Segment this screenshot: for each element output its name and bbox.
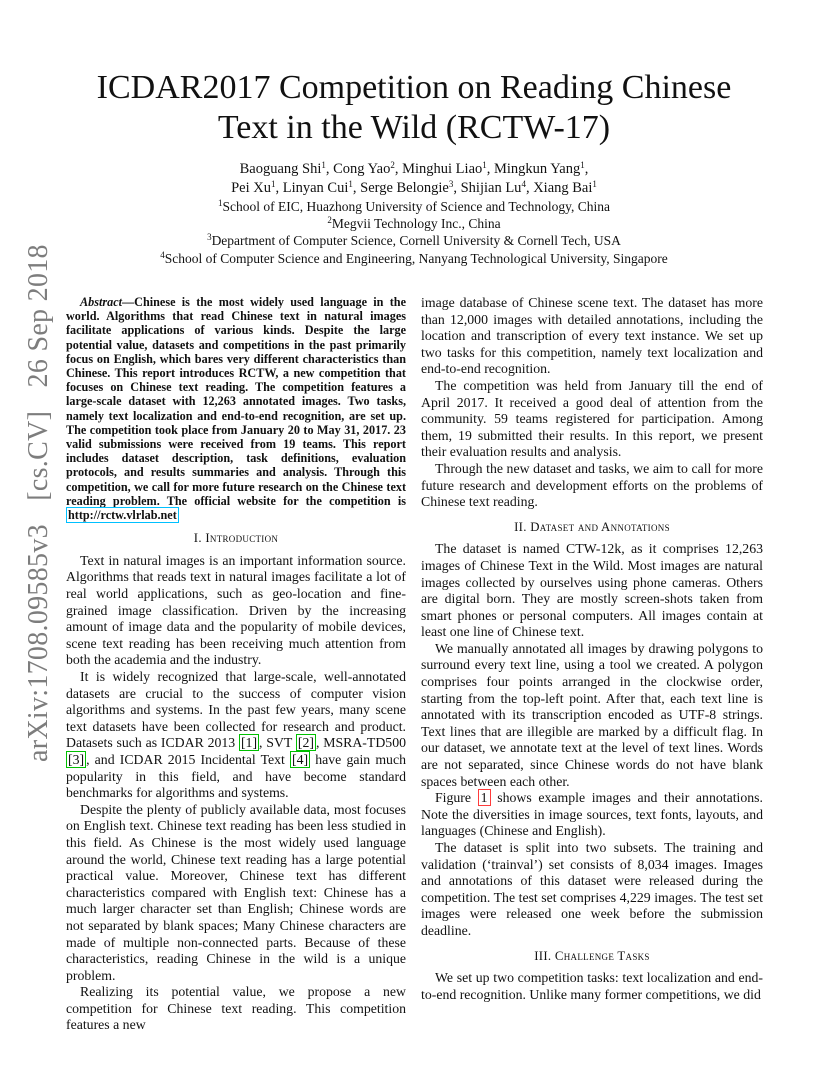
affiliation-text: School of EIC, Huazhong University of Science and Technology, China: [222, 199, 610, 214]
paragraph: We manually annotated all images by drawing polygons to surround every text line, using a tool we created. A polygon comprises four points arranged in the clockwise order, starting from the top-left point. After that, each text line is annotated with its transcription encoded as UTF-8 strings. Text lines that are illegible are marked by a difficult flag. In our dataset, we annotate text at the level of text lines. Words are not separated, since Chinese words do not have blank spaces between each other.: [421, 640, 763, 789]
paragraph: Through the new dataset and tasks, we aim to call for more future research and development efforts on the problems of Chinese text reading.: [421, 460, 763, 510]
author-name: Baoguang Shi: [239, 161, 322, 177]
paragraph: [421, 790, 763, 840]
paragraph: Text in natural images is an important information source. Algorithms that reads text in natural images facilitate a lot of real world applications, such as geo-location and fine-grained image classification. Driven by the increasing amount of image data and the popularity of mobile devices, scene text reading has been receiving much attention from both the academia and the industry.: [66, 552, 406, 668]
paragraph: The competition was held from January till the end of April 2017. It received a good deal of attention from the community. 59 teams registered for participation. Among them, 19 submitted their results. In this report, we present their evaluation results and analysis.: [421, 377, 763, 460]
paragraph: [66, 669, 406, 802]
author-sup: 3: [448, 179, 454, 189]
paper-title: ICDAR2017 Competition on Reading Chinese Text in the Wild (RCTW-17): [96, 69, 732, 146]
arxiv-category: [cs.CV]: [23, 410, 54, 501]
affiliation: [90, 198, 738, 215]
author-sup: 1: [592, 179, 597, 189]
author-sup: 2: [390, 160, 395, 170]
text-run: Figure: [435, 790, 478, 806]
author-name: Minghui Liao: [402, 161, 483, 177]
paragraph: We set up two competition tasks: text localization and end-to-end recognition. Unlike many former competitions, we did: [421, 970, 763, 1002]
text-run: , SVT: [259, 735, 296, 751]
arxiv-date: 26 Sep 2018: [23, 244, 54, 388]
author-line-1: Baoguang Shi$^1$, Cong Yao$^2$, Minghui Liao$^1$, Mingkun Yang$^1$,: [239, 160, 589, 177]
text-run: shows example images and their annotations. Note the diversities in image sources, text fonts, layouts, and languages (Chinese and English).: [421, 790, 763, 839]
author-sup: 1: [321, 160, 326, 170]
paragraph: Realizing its potential value, we propose a new competition for Chinese text reading. This competition features a new: [66, 984, 406, 1033]
section-heading-dataset: II. Dataset and Annotations: [514, 519, 670, 534]
author-name: Xiang Bai: [533, 180, 593, 196]
arxiv-stamp: [22, 244, 56, 762]
paragraph: The dataset is named CTW-12k, as it comprises 12,263 images of Chinese Text in the Wild. Most images are natural images collected by ourselves using phone cameras. Others are digital born. They are mostly screen-shots taken from smart phones or personal computers. All images contain at least one line of Chinese text.: [421, 541, 763, 640]
affiliation-sup: 1: [218, 198, 223, 208]
author-sup: 1: [348, 179, 353, 189]
author-sup: 1: [580, 160, 585, 170]
abstract-text: —Chinese is the most widely used language in the world. Algorithms that read Chinese text in natural images facilitate applications of various kinds. Despite the large potential value, datasets and competitions in the past primarily focus on English, which bares very different characteristics than Chinese. This report introduces RCTW, a new competition that focuses on Chinese text reading. The competition features a large-scale dataset with 12,263 annotated images. Two tasks, namely text localization and end-to-end recognition, are set up. The competition took place from January 20 to May 31, 2017. 23 valid submissions were received from 19 teams. This report includes dataset description, task definitions, evaluation protocols, and results summaries and analysis. Through this competition, we call for more future research on the Chinese text reading problem. The official website for the competition is: [66, 295, 406, 508]
affiliation: [90, 232, 738, 249]
text-run: It is widely recognized that large-scale, well-annotated datasets are crucial to the success of computer vision algorithms and systems. In the past few years, many scene text datasets have been collected for research and product. Datasets such as ICDAR 2013: [66, 669, 406, 751]
author-name: Pei Xu: [231, 180, 271, 196]
author-line-2: Pei Xu$^1$, Linyan Cui$^1$, Serge Belongie$^3$, Shijian Lu$^4$, Xiang Bai$^1$: [231, 179, 597, 196]
author-sup: 4: [521, 179, 526, 189]
paragraph: image database of Chinese scene text. The dataset has more than 12,000 images with detailed annotations, including the location and transcription of every text instance. We set up two tasks for this competition, namely text localization and end-to-end recognition.: [421, 295, 763, 377]
arxiv-id: arXiv:1708.09585v3: [23, 524, 54, 762]
section-heading-introduction: I. Introduction: [193, 531, 279, 546]
text-run: have gain much popularity in this field, and have become standard benchmarks for algorithms and systems.: [66, 751, 406, 801]
citation-link[interactable]: [2]: [297, 735, 314, 751]
section-heading-tasks: III. Challenge Tasks: [534, 948, 650, 963]
author-sup: 1: [270, 179, 276, 189]
paragraph: The dataset is split into two subsets. The training and validation (‘trainval’) set consists of 8,034 images. Images and annotations of this dataset were released during the competition. The test set comprises 4,229 images. The test set images were released one week before the submission deadline.: [421, 840, 763, 938]
affiliation: [90, 250, 738, 267]
affiliation-text: Megvii Technology Inc., China: [331, 216, 501, 232]
figure-link[interactable]: 1: [478, 789, 491, 806]
author-name: Cong Yao: [333, 161, 391, 177]
citation-link[interactable]: [1]: [240, 735, 258, 751]
author-name: Linyan Cui: [282, 180, 349, 196]
paragraph: Despite the plenty of publicly available data, most focuses on English text. Chinese text reading has been less studied in this field. As Chinese is the most widely used language around the world, Chinese text reading has a large potential practical value. Moreover, Chinese text has different characteristics compared with English text: Chinese has a much larger character set than English; Chinese words are not separated by blank spaces; Many Chinese characters are made of multiple non-connected parts. Because of these characteristics, reading Chinese in the wild is a unique problem.: [66, 801, 406, 983]
affiliation-sup: 2: [327, 215, 332, 226]
right-column: [421, 295, 763, 1003]
author-name: Mingkun Yang: [494, 161, 581, 177]
affiliation-text: Department of Computer Science, Cornell University & Cornell Tech, USA: [211, 233, 621, 249]
affiliation-list: [90, 198, 738, 267]
affiliation-text: School of Computer Science and Engineering, Nanyang Technological University, Singapore: [164, 250, 668, 266]
text-run: , MSRA-TD500: [315, 735, 406, 751]
author-name: Serge Belongie: [360, 180, 449, 196]
abstract: [66, 295, 406, 522]
author-name: Shijian Lu: [460, 180, 522, 196]
author-sup: 1: [482, 160, 487, 170]
citation-link[interactable]: [4]: [292, 751, 309, 767]
website-link[interactable]: http://rctw.vlrlab.net: [68, 508, 177, 523]
affiliation-sup: 4: [160, 249, 165, 260]
citation-link[interactable]: [3]: [68, 751, 85, 767]
left-column: [66, 295, 406, 1034]
affiliation-sup: 3: [207, 232, 212, 243]
text-run: , and ICDAR 2015 Incidental Text: [86, 751, 291, 767]
author-list: [90, 160, 738, 198]
abstract-lead: Abstract: [80, 295, 122, 309]
affiliation: [90, 215, 738, 232]
